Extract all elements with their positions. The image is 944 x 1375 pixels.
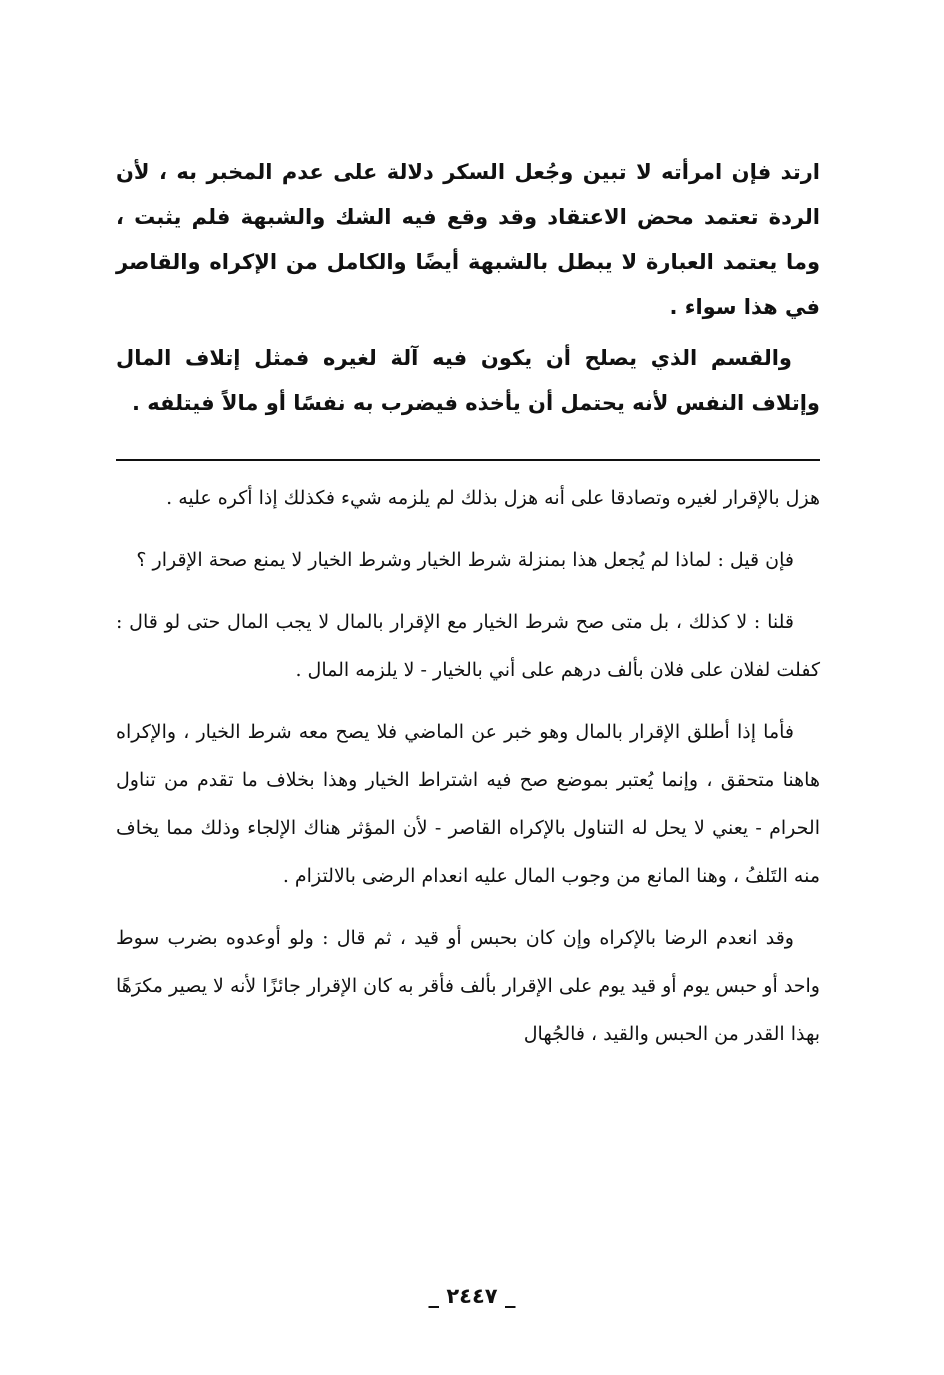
footnote-paragraph-3: قلنا : لا كذلك ، بل متى صح شرط الخيار مع الإقرار بالمال لا يجب المال حتى لو قال : كفلت لفلان على فلان بألف درهم على أني بالخيار - لا يلزمه المال . bbox=[116, 611, 820, 681]
footnotes-block bbox=[116, 474, 820, 1072]
main-paragraph-1: ارتد فإن امرأته لا تبين وجُعل السكر دلالة على عدم المخبر به ، لأن الردة تعتمد محض الاعتقاد وقد وقع فيه الشك والشبهة فلم يثبت ، وما يعتمد العبارة لا يبطل بالشبهة أيضًا والكامل من الإكراه والقاصر في هذا سواء . bbox=[116, 160, 820, 319]
main-paragraph-2: والقسم الذي يصلح أن يكون فيه آلة لغيره فمثل إتلاف المال وإتلاف النفس لأنه يحتمل أن يأخذه فيضرب به نفسًا أو مالاً فيتلفه . bbox=[116, 346, 820, 415]
main-text-block bbox=[116, 150, 820, 432]
footnote-divider bbox=[116, 459, 820, 461]
footnote-paragraph-4: فأما إذا أطلق الإقرار بالمال وهو خبر عن الماضي فلا يصح معه شرط الخيار ، والإكراه هاهنا متحقق ، وإنما يُعتبر بموضع صح فيه اشتراط الخيار وهذا بخلاف ما تقدم من تناول الحرام - يعني لا يحل له التناول بالإكراه القاصر - لأن المؤثر هناك الإلجاء وذلك مما يخاف منه التَلفُ ، وهنا المانع من وجوب المال عليه انعدام الرضى بالالتزام . bbox=[116, 721, 820, 887]
main-text bbox=[116, 150, 820, 426]
footnote-paragraph-5: وقد انعدم الرضا بالإكراه وإن كان بحبس أو قيد ، ثم قال : ولو أوعدوه بضرب سوط واحد أو حبس يوم أو قيد يوم على الإقرار بألف فأقر به كان الإقرار جائزًا لأنه لا يصير مكرَهًا بهذا القدر من الحبس والقيد ، فالجُهال bbox=[116, 927, 820, 1045]
footnote-paragraph-1: هزل بالإقرار لغيره وتصادقا على أنه هزل بذلك لم يلزمه شيء فكذلك إذا أكره عليه . bbox=[166, 487, 820, 509]
footnote-paragraph-2: فإن قيل : لماذا لم يُجعل هذا بمنزلة شرط الخيار وشرط الخيار لا يمنع صحة الإقرار ؟ bbox=[136, 549, 794, 571]
page-number: _ ٢٤٤٧ _ bbox=[428, 1284, 516, 1308]
